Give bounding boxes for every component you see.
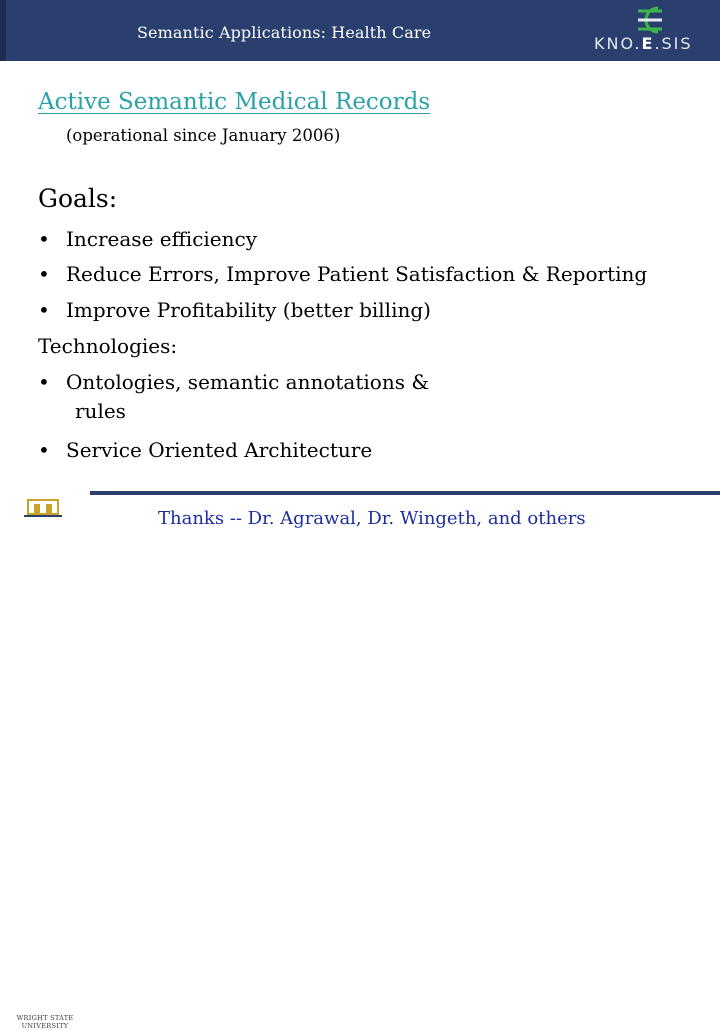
goal-item-efficiency: [38, 227, 257, 251]
university-name: WRIGHT STATE UNIVERSITY: [16, 1014, 74, 1030]
logo-text-right: .SIS: [654, 34, 693, 53]
goal-item-label: Improve Profitability (better billing): [66, 298, 431, 322]
logo-text-mid: E: [641, 34, 655, 53]
tech-item-label: Service Oriented Architecture: [66, 438, 373, 462]
header-title: Semantic Applications: Health Care: [137, 23, 432, 42]
bullet-icon: •: [38, 438, 50, 462]
goal-item-label: Reduce Errors, Improve Patient Satisfaction & Reporting: [66, 262, 648, 286]
wright-state-emblem-icon: [4, 496, 82, 520]
technologies-heading: Technologies:: [38, 334, 178, 358]
thanks-footer: Thanks -- Dr. Agrawal, Dr. Wingeth, and others: [158, 508, 586, 529]
bullet-icon: •: [38, 298, 50, 322]
active-semantic-medical-records-link[interactable]: Active Semantic Medical Records: [38, 89, 431, 115]
tech-item-soa: [38, 438, 372, 462]
header-edge: [0, 0, 6, 61]
logo-text: [594, 34, 693, 53]
bullet-icon: •: [38, 262, 50, 286]
tech-item-ontologies: [38, 370, 429, 394]
tech-item-label: Ontologies, semantic annotations &: [66, 370, 430, 394]
goals-heading: Goals:: [38, 184, 118, 213]
kno-e-sis-logo: [590, 6, 710, 56]
goal-item-label: Increase efficiency: [66, 227, 258, 251]
goal-item-errors: [38, 262, 647, 286]
header-bar: [0, 0, 720, 61]
wright-state-logo: [4, 496, 82, 1030]
tech-item-ontologies-continued: rules: [75, 399, 126, 423]
bullet-icon: •: [38, 227, 50, 251]
bullet-icon: •: [38, 370, 50, 394]
logo-text-left: KNO.: [594, 34, 642, 53]
footer-divider: [90, 491, 720, 495]
subtitle: (operational since January 2006): [66, 126, 341, 145]
goal-item-profitability: [38, 298, 431, 322]
